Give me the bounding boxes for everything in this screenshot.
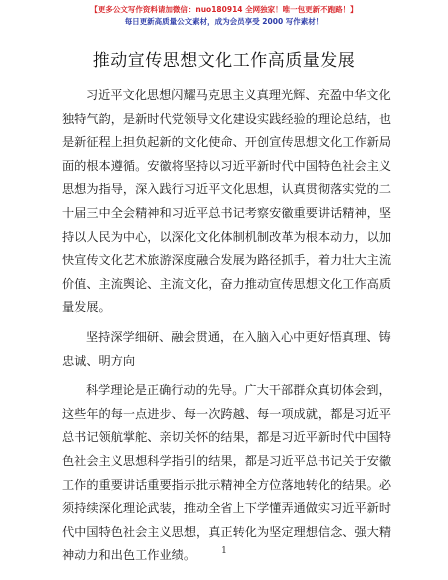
paragraph-line: 色社会主义思想科学指引的结果，都是习近平总书记关于安徽 [62, 453, 392, 468]
page-number: 1 [221, 546, 227, 556]
paragraph-line: 独特气韵，是新时代党领导文化建设实践经验的理论总结，也 [62, 111, 392, 126]
paragraph-line: 科学理论是正确行动的先导。广大干部群众真切体会到， [86, 383, 391, 398]
paragraph-line: 习近平文化思想闪耀马克思主义真理光辉、充盈中华文化 [86, 88, 391, 102]
paragraph-line: 十届三中全会精神和习近平总书记考察安徽重要讲话精神，坚 [62, 205, 392, 220]
paragraph-line: 工作的重要讲话重要指示批示精神全方位落地转化的结果。必 [62, 477, 392, 492]
document-title: 推动宣传思想文化工作高质量发展 [92, 51, 356, 71]
paragraph-line: 量发展。 [62, 300, 111, 315]
paragraph-line: 快宣传文化艺术旅游深度融合发展为路径抓手，着力壮大主流 [62, 253, 392, 268]
paragraph-line: 神动力和出色工作业绩。 [62, 548, 197, 563]
paragraph-line: 思想为指导，深入践行习近平文化思想，认真贯彻落实党的二 [62, 182, 392, 197]
paragraph-line: 总书记领航掌舵、亲切关怀的结果，都是习近平新时代中国特 [62, 430, 392, 445]
paragraph-line: 持以人民为中心，以深化文化体制机制改革为根本动力，以加 [62, 229, 392, 244]
paragraph-line: 忠诚、明方向 [62, 353, 136, 368]
promo-header [0, 4, 448, 28]
paragraph-line: 坚持深学细研、融会贯通，在入脑入心中更好悟真理、铸 [86, 329, 391, 344]
paragraph-line: 是新征程上担负起新的文化使命、开创宣传思想文化工作新局 [62, 135, 392, 150]
paragraph-line: 代中国特色社会主义思想，真正转化为坚定理想信念、强大精 [62, 524, 392, 539]
paragraph-line: 这些年的每一点进步、每一次跨越、每一项成就，都是习近平 [62, 406, 392, 421]
paragraph-1 [62, 84, 394, 320]
promo-line-2: 每日更新高质量公文素材，成为会员享受 2000 写作素材！ [124, 17, 324, 26]
promo-line-1: 【更多公文写作资料请加微信：nuo180914 全网独家！唯一包更新不跑路！】 [90, 5, 358, 14]
document-body [62, 84, 394, 574]
paragraph-3 [62, 379, 394, 568]
paragraph-line: 价值、主流舆论、主流文化，奋力推动宣传思想文化工作高质 [62, 276, 392, 291]
paragraph-line: 须持续深化理论武装，推动全省上下学懂弄通做实习近平新时 [62, 501, 392, 516]
paragraph-line: 面的根本遵循。安徽将坚持以习近平新时代中国特色社会主义 [62, 158, 392, 173]
paragraph-2-heading [62, 326, 394, 373]
